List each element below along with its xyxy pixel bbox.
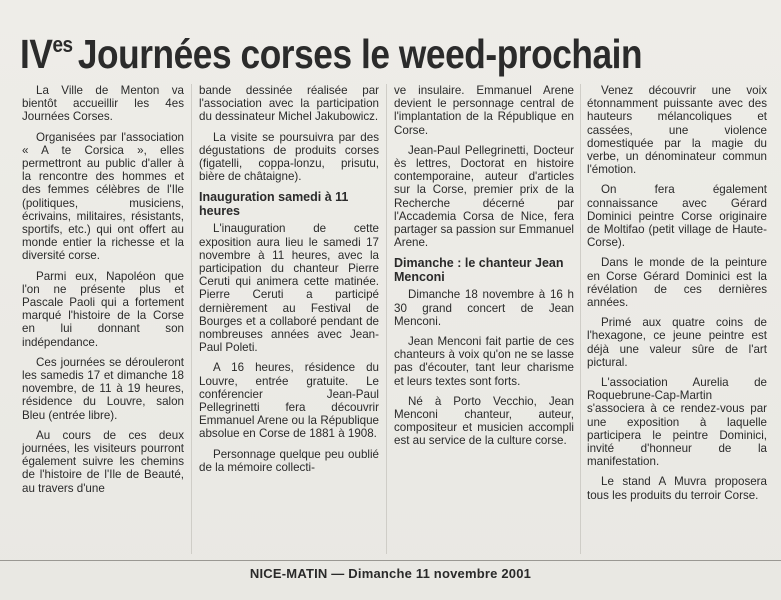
paragraph: La Ville de Menton va bientôt accueillir les 4es Journées Corses. (22, 84, 184, 124)
article-column-1 (22, 84, 184, 502)
headline-superscript: es (52, 32, 73, 57)
paragraph: Jean-Paul Pellegrinetti, Docteur ès lettres, Doctorat en histoire contemporaine, auteur d'articles sur la Corse, premier prix de la Recherche décerné par l'Accademia Corsa de Nice, fera partager sa passion sur Emmanuel Arene. (394, 143, 574, 250)
article-column-2 (199, 84, 379, 481)
paragraph: La visite se poursuivra par des dégustations de produits corses (figatelli, coppa-lonzu, prisutu, bière de châtaigne). (199, 130, 379, 184)
subheading: Inauguration samedi à 11 heures (199, 190, 349, 219)
paragraph: Personnage quelque peu oublié de la mémoire collecti- (199, 447, 379, 474)
paragraph: L'inauguration de cette exposition aura lieu le samedi 17 novembre à 11 heures, avec la participation du chanteur Pierre Ceruti qui animera cette matinée. Pierre Ceruti a participé dernièrement au Festival de Bourges et a collaboré pendant de nombreuses années avec Jean-Paul Poleti. (199, 222, 379, 355)
paragraph: ve insulaire. Emmanuel Arene devient le personnage central de l'implantation de la République en Corse. (394, 84, 574, 137)
article-column-3 (394, 84, 574, 455)
column-divider (580, 84, 581, 554)
paragraph: Dans le monde de la peinture en Corse Gérard Dominici est la révélation de ces dernières années. (587, 256, 767, 310)
paragraph: Le stand A Muvra proposera tous les produits du terroir Corse. (587, 475, 767, 502)
headline-roman: IV (20, 31, 53, 77)
column-divider (191, 84, 192, 554)
paragraph: Parmi eux, Napoléon que l'on ne présente plus et Pascale Paoli qui a fortement marqué l'histoire de la Corse en lui donnant son indépendance. (22, 269, 184, 349)
footer-rule (0, 560, 781, 561)
paragraph: Dimanche 18 novembre à 16 h 30 grand concert de Jean Menconi. (394, 288, 574, 328)
headline-text: Journées corses le weed-prochain (77, 31, 643, 77)
paragraph: Organisées par l'association « A te Corsica », elles permettront au public d'aller à la rencontre des hommes et des femmes célèbres de l'Ile (politiques, musiciens, écrivains, militaires, résistants, sportifs, etc.) qui ont offert au monde entier la richesse et la diversité corse. (22, 130, 184, 263)
paragraph: Jean Menconi fait partie de ces chanteurs à voix qu'on ne se lasse pas d'écouter, tant leur charisme et leurs textes sont forts. (394, 335, 574, 388)
publication-footer: NICE-MATIN — Dimanche 11 novembre 2001 (249, 566, 532, 581)
paragraph: bande dessinée réalisée par l'association avec la participation du dessinateur Michel Jakubowicz. (199, 84, 379, 124)
paragraph: Primé aux quatre coins de l'hexagone, ce jeune peintre est déjà une valeur sûre de l'art pictural. (587, 316, 767, 369)
column-divider (386, 84, 387, 554)
article-column-4 (587, 84, 767, 509)
paragraph: Au cours de ces deux journées, les visiteurs pourront également suivre les chemins de l'histoire de l'Ile de Beauté, au travers d'une (22, 428, 184, 495)
paragraph: A 16 heures, résidence du Louvre, entrée gratuite. Le conférencier Jean-Paul Pellegrinetti fera découvrir Emmanuel Arene ou la République absolue en Corse de 1881 à 1908. (199, 361, 379, 441)
headline (20, 14, 674, 84)
paragraph: L'association Aurelia de Roquebrune-Cap-Martin s'associera à ce rendez-vous par une exposition à laquelle participera le peintre Dominici, invité d'honneur de la manifestation. (587, 376, 767, 469)
subheading: Dimanche : le chanteur Jean Menconi (394, 256, 564, 285)
paragraph: On fera également connaissance avec Gérard Dominici peintre Corse originaire de Moltifao (petit village de Haute-Corse). (587, 183, 767, 250)
paragraph: Venez découvrir une voix étonnamment puissante avec des hauteurs mélancoliques et cassées, une violence domestiquée par la magie du verbe, un dénominateur commun l'émotion. (587, 84, 767, 177)
paragraph: Ces journées se dérouleront les samedis 17 et dimanche 18 novembre, de 11 à 19 heures, résidence du Louvre, salon Bleu (entrée libre). (22, 355, 184, 422)
paragraph: Né à Porto Vecchio, Jean Menconi chanteur, auteur, compositeur et musicien accompli est au service de la culture corse. (394, 394, 574, 448)
